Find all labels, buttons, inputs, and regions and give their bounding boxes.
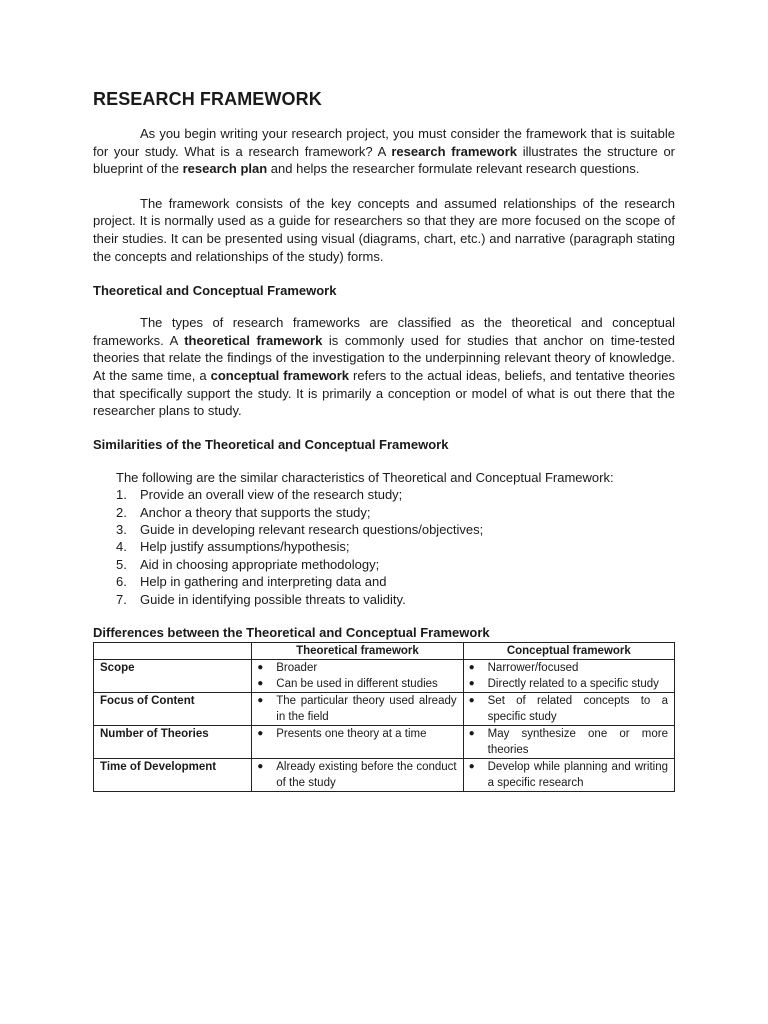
list-text: Help in gathering and interpreting data and — [140, 574, 387, 590]
row-label: Focus of Content — [94, 692, 252, 725]
similarities-intro: The following are the similar characteristics of Theoretical and Conceptual Framework: — [116, 469, 614, 485]
conceptual-cell — [463, 659, 674, 692]
conceptual-cell — [463, 692, 674, 725]
list-number: 1. — [116, 487, 127, 503]
conceptual-cell — [463, 725, 674, 758]
intro-paragraph — [93, 125, 675, 178]
list-text: Help justify assumptions/hypothesis; — [140, 539, 350, 555]
list-text: Aid in choosing appropriate methodology; — [140, 556, 380, 572]
text-run: refers to the actual ideas, beliefs, and tentative theories that specifically support the study. It is primarily a conception or model of what is out there that the researcher plans to study. — [93, 367, 675, 419]
text-run: illustrates the structure or blueprint of the — [93, 143, 675, 177]
theoretical-cell — [252, 692, 463, 725]
list-number: 2. — [116, 504, 127, 520]
list-item — [116, 504, 675, 521]
bullet-icon: ● — [257, 677, 264, 689]
similarities-block — [116, 469, 675, 608]
bullet-text: Develop while planning and writing a specific research — [487, 760, 668, 789]
text-run: is commonly used for studies that anchor on time-tested theories that relate the findings of the investigation to the underpinning relevant theory of knowledge. At the same time, a — [93, 332, 676, 383]
bullet-icon: ● — [257, 727, 264, 739]
list-item — [116, 591, 675, 608]
bullet-item — [256, 676, 456, 692]
list-number: 5. — [116, 556, 127, 572]
table-row — [94, 692, 675, 725]
bullet-item — [256, 759, 456, 791]
section-heading-differences: Differences between the Theoretical and Conceptual Framework — [93, 624, 490, 640]
bullet-item — [468, 759, 668, 791]
list-item — [116, 521, 675, 538]
bullet-text: May synthesize one or more theories — [487, 727, 668, 756]
bullet-text: Set of related concepts to a specific study — [487, 694, 668, 723]
list-number: 7. — [116, 591, 127, 607]
list-text: Provide an overall view of the research study; — [140, 487, 403, 503]
bullet-icon: ● — [468, 694, 475, 706]
row-label: Time of Development — [94, 758, 252, 791]
table-header-blank — [94, 642, 252, 659]
text-run: The types of research frameworks are classified as the theoretical and conceptual frameworks. A — [93, 315, 675, 348]
theoretical-cell — [252, 725, 463, 758]
section-heading-theoretical: Theoretical and Conceptual Framework — [93, 283, 337, 299]
theoretical-cell — [252, 659, 463, 692]
bullet-text: Narrower/focused — [487, 661, 579, 674]
table-row — [94, 659, 675, 692]
bullet-text: Broader — [276, 661, 318, 674]
conceptual-cell — [463, 758, 674, 791]
bullet-icon: ● — [257, 760, 264, 772]
bold-term: conceptual framework — [210, 367, 350, 383]
bullet-icon: ● — [257, 694, 264, 706]
bold-term: research framework — [391, 143, 518, 159]
table-header-row — [94, 642, 675, 659]
list-item — [116, 573, 675, 590]
bullet-icon: ● — [468, 727, 475, 739]
bullet-item — [468, 693, 668, 725]
bullet-item — [468, 660, 668, 676]
bold-term: research plan — [182, 161, 268, 177]
list-item — [116, 556, 675, 573]
list-text: Anchor a theory that supports the study; — [140, 504, 371, 520]
list-item — [116, 486, 675, 503]
bullet-icon: ● — [468, 661, 475, 673]
bullet-item — [256, 693, 456, 725]
bullet-item — [468, 676, 668, 692]
bullet-text: Can be used in different studies — [276, 677, 438, 690]
list-item — [116, 538, 675, 555]
section-heading-similarities: Similarities of the Theoretical and Conceptual Framework — [93, 436, 449, 452]
row-label: Scope — [94, 659, 252, 692]
bullet-text: The particular theory used already in the field — [276, 694, 457, 723]
table-row — [94, 725, 675, 758]
similarities-list — [116, 486, 675, 608]
bullet-icon: ● — [257, 661, 264, 673]
text-run: and helps the researcher formulate relevant research questions. — [267, 161, 640, 177]
table-header-conceptual: Conceptual framework — [463, 642, 674, 659]
text-run: As you begin writing your research project, you must consider the framework that is suitable for your study. What is a research framework? A — [93, 126, 675, 159]
list-number: 6. — [116, 574, 127, 590]
differences-table — [93, 642, 675, 792]
list-number: 4. — [116, 539, 127, 555]
bullet-icon: ● — [468, 760, 475, 772]
document-page — [93, 88, 675, 792]
list-number: 3. — [116, 521, 127, 537]
types-paragraph — [93, 314, 675, 420]
bullet-item — [468, 726, 668, 758]
bullet-item — [256, 660, 456, 676]
page-title: RESEARCH FRAMEWORK — [93, 89, 322, 109]
list-text: Guide in developing relevant research questions/objectives; — [140, 521, 484, 537]
bullet-text: Presents one theory at a time — [276, 727, 427, 740]
table-header-theoretical: Theoretical framework — [252, 642, 463, 659]
bullet-item — [256, 726, 456, 742]
bullet-text: Directly related to a specific study — [487, 677, 659, 690]
row-label: Number of Theories — [94, 725, 252, 758]
bold-term: theoretical framework — [184, 332, 323, 348]
table-row — [94, 758, 675, 791]
bullet-text: Already existing before the conduct of the study — [276, 760, 457, 789]
bullet-icon: ● — [468, 677, 475, 689]
framework-paragraph: The framework consists of the key concepts and assumed relationships of the research project. It is normally used as a guide for researchers so that they are more focused on the scope of their studies. It can be presented using visual (diagrams, chart, etc.) and narrative (paragraph stating the concepts and relationships of the study) forms. — [93, 195, 675, 264]
theoretical-cell — [252, 758, 463, 791]
list-text: Guide in identifying possible threats to validity. — [140, 591, 406, 607]
